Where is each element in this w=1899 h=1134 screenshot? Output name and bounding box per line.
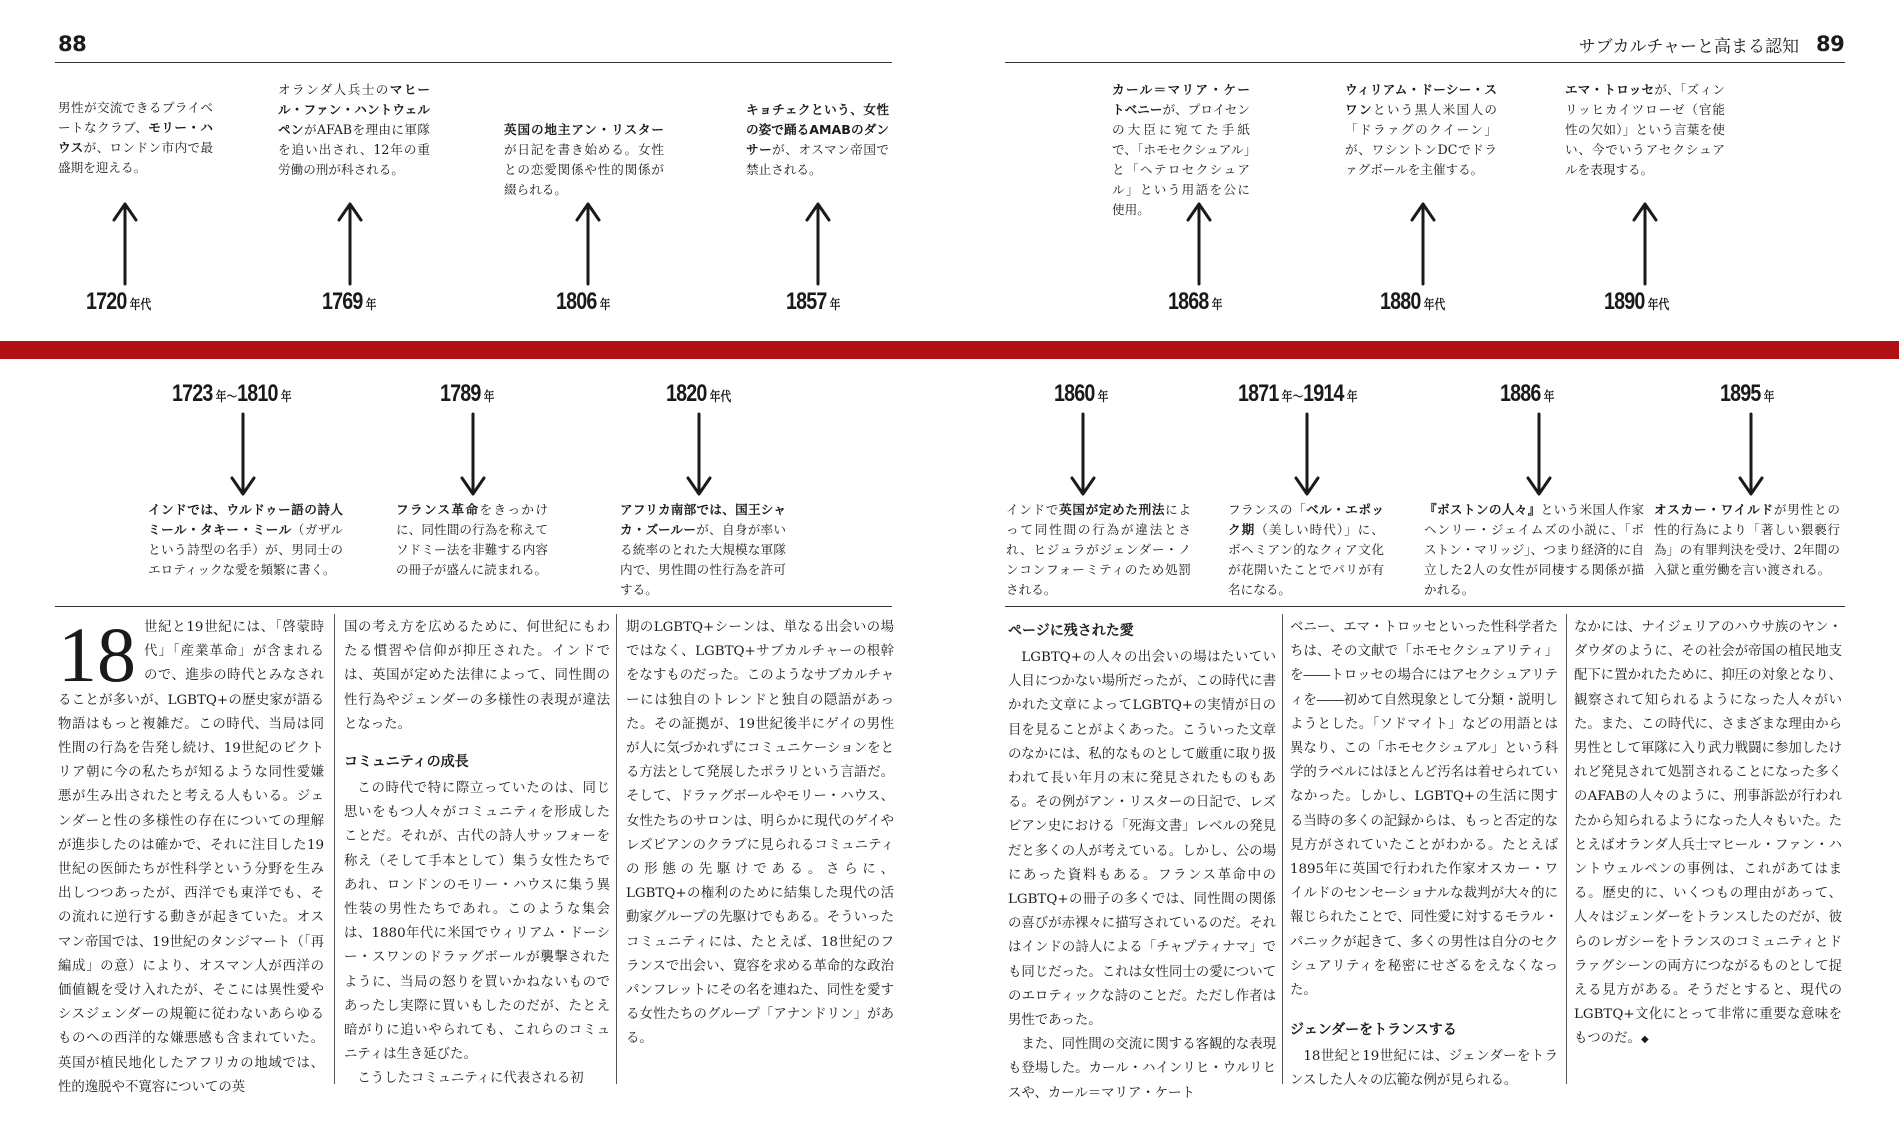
year-label: 1789 年 — [440, 380, 495, 407]
event-1886: 『ボストンの人々』という米国人作家ヘンリー・ジェイムズの小説に、「ボストン・マリッジ」、つまり経済的に自立した2人の女性が同棲する関係が描かれる。 — [1424, 502, 1645, 597]
up-arrow-icon — [1408, 200, 1438, 286]
down-arrow-icon — [1736, 412, 1766, 498]
year-label: 1871 年～1914 年 — [1238, 380, 1358, 407]
down-arrow-icon — [458, 412, 488, 498]
down-arrow-icon — [684, 412, 714, 498]
down-arrow-icon — [1068, 412, 1098, 498]
event-1857: キョチェクという、女性の姿で踊るAMABのダンサーが、オスマン帝国で禁止される。 — [746, 102, 889, 177]
event-1720: 男性が交流できるプライベートなクラブ、モリー・ハウスが、ロンドン市内で最盛期を迎える。 — [58, 100, 214, 175]
section-heading: ページに残された愛 — [1008, 623, 1134, 639]
year-label: 1723 年～1810 年 — [172, 380, 292, 407]
year-label: 1895 年 — [1720, 380, 1775, 407]
down-arrow-icon — [228, 412, 258, 498]
section-heading: ジェンダーをトランスする — [1290, 1022, 1457, 1039]
end-mark: ◆ — [1640, 1034, 1649, 1046]
event-1789: フランス革命をきっかけに、同性間の行為を称えてソドミー法を非難する内容の冊子が盛んに読まれる。 — [396, 502, 549, 577]
up-arrow-icon — [573, 200, 603, 286]
up-arrow-icon — [803, 200, 833, 286]
column-divider — [1282, 614, 1283, 1084]
up-arrow-icon — [335, 200, 365, 286]
header-rule-right — [1005, 62, 1845, 63]
column-divider — [616, 614, 617, 1084]
event-1895: オスカー・ワイルドが男性との性的行為により「著しい猥褻行為」の有罪判決を受け、2年間の入獄と重労働を言い渡される。 — [1654, 502, 1841, 577]
down-arrow-icon — [1292, 412, 1322, 498]
year-label: 1860 年 — [1054, 380, 1109, 407]
event-1871-1914: フランスの「ベル・エポック期（美しい時代）」に、ボヘミアン的なクィア文化が花開いたことでパリが有名になる。 — [1228, 502, 1385, 597]
year-label: 1769 年 — [322, 288, 377, 315]
body-column-2: 国の考え方を広めるために、何世紀にもわたる慣習や信仰が抑圧された。インドでは、英国が定めた法律によって、同性間の性行為やジェンダーの多様性の表現が違法となった。 コミュニティの成長 この時代で特に際立っていたのは、同じ思いをもつ人々がコミュニティを形成したことだ。それが、古代の詩人サッフォーを称え（そして手本として）集う女性たちであれ、ロンドンのモリー・ハウスに集う異性装の男性たちであれ。このような集会は、1880年代に米国でウィリアム・ドーシー・スワンのドラァグボールが襲撃されたように、当局の怒りを買いかねないものであったし実際に買いもしたのだが、たとえ暗がりに追いやられても、これらのコミュニティは生き延びた。 こうしたコミュニティに代表される初 — [344, 620, 610, 1087]
body-column-3: 期のLGBTQ+シーンは、単なる出会いの場ではなく、LGBTQ+サブカルチャーの根幹をなすものだった。このようなサブカルチャーには独自のトレンドと独自の隠語があった。その証拠が、19世紀後半にゲイの男性が人に気づかれずにコミュニケーションをとる方法として発展したポラリという言語だ。そして、ドラァグボールやモリー・ハウス、女性たちのサロンは、明らかに現代のゲイやレズビアンのクラブに見られるコミュニティの形態の先駆けである。さらに、LGBTQ+の権利のために結集した現代の活動家グループの先駆けでもある。そういったコミュニティには、たとえば、18世紀のフランスで出会い、寛容を求める革命的な政治パンフレットにその名を連ねた、同性を愛する女性たちのグループ「アナンドリン」がある。 — [626, 620, 894, 1047]
event-1769: オランダ人兵士のマヒール・ファン・ハントウェルペンがAFABを理由に軍隊を追い出され、12年の重労働の刑が科される。 — [278, 82, 430, 177]
body-column-5: ベニー、エマ・トロッセといった性科学者たちは、その文献で「ホモセクシュアリティ」を――トロッセの場合にはアセクシュアリティを――初めて自然現象として分類・説明しようとした。「ソドマイト」などの用語とは異なり、この「ホモセクシュアル」という科学的ラベルにはほとんど汚名は着せられていなかった。しかし、LGBTQ+の生活に関する当時の多くの記録からは、もっと否定的な見方がされていたことがわかる。たとえば1895年に英国で行われた作家オスカー・ワイルドのセンセーショナルな裁判が大々的に報じられたことで、同性愛に対するモラル・パニックが起きて、多くの男性は自分のセクシュアリティを秘密にせざるをえなくなった。 ジェンダーをトランスする 18世紀と19世紀には、ジェンダーをトランスした人々の広範な例が見られる。 — [1290, 620, 1558, 1089]
up-arrow-icon — [110, 200, 140, 286]
event-1723-1810: インドでは、ウルドゥー語の詩人ミール・タキー・ミール（ガザルという詩型の名手）が、男同士のエロティックな愛を頻繁に書く。 — [148, 502, 343, 577]
section-heading: コミュニティの成長 — [344, 754, 469, 771]
year-label: 1720 年代 — [86, 288, 152, 315]
event-1806: 英国の地主アン・リスターが日記を書き始める。女性との恋愛関係や性的関係が綴られる。 — [504, 122, 664, 197]
body-rule-right — [1005, 606, 1845, 607]
drop-cap: 18 — [58, 611, 136, 698]
running-head: サブカルチャーと高まる認知 — [1578, 37, 1799, 57]
event-1820: アフリカ南部では、国王シャカ・ズールーが、自身が率いる統率のとれた大規模な軍隊内で、男性間の性行為を許可する。 — [620, 502, 787, 597]
event-1880: ウィリアム・ドーシー・スワンという黒人米国人の「ドラァグのクイーン」が、ワシントンDCでドラァグボールを主催する。 — [1345, 82, 1498, 177]
year-label: 1820 年代 — [666, 380, 732, 407]
event-1890: エマ・トロッセが、「ズィンリッヒカイツローゼ（官能性の欠如）」という言葉を使い、今でいうアセクシュアルを表現する。 — [1565, 82, 1726, 177]
body-column-4: ページに残された愛 LGBTQ+の人々の出会いの場はたいてい人目につかない場所だったが、この時代に書かれた文章によってLGBTQ+の実情が日の目を見ることがよくあった。こういった文章のなかには、私的なものとして厳重に取り扱われて長い年月の末に発見されたものもある。その例がアン・リスターの日記で、レズビアン史における「死海文書」レベルの発見だと多くの人が考えている。しかし、公の場にあった資料もある。フランス革命中のLGBTQ+の冊子の多くでは、同性間の関係の喜びが赤裸々に描写されているのだ。それはインドの詩人による「チャプティナマ」でも同じだった。これは女性同士の愛についてのエロティックな詩のことだ。ただし作者は男性であった。 また、同性間の交流に関する客観的な表現も登場した。カール・ハインリヒ・ウルリヒスや、カール＝マリア・ケート — [1008, 616, 1276, 1106]
year-label: 1806 年 — [556, 288, 611, 315]
left-page-number: 88 — [58, 32, 87, 56]
body-column-1: 18 世紀と19世紀には、「啓蒙時代」「産業革命」が含まれるので、進歩の時代とみなされることが多いが、LGBTQ+の歴史家が語る物語はもっと複雑だ。この時代、当局は同性間の行為を告発し続け、19世紀のビクトリア朝に今の私たちが知るような同性愛嫌悪が生み出されたと考える人もいる。ジェンダーと性の多様性の存在についての理解が進歩したのは確かで、それに注目した19世紀の医師たちが性科学という分野を生み出しつつあったが、西洋でも東洋でも、その流れに逆行する動きが起きていた。オスマン帝国では、19世紀のタンジマート（「再編成」の意）により、オスマン人が西洋の価値観を受け入れたが、そこには異性愛やシスジェンダーの規範に従わないあらゆるものへの西洋的な嫌悪感も含まれていた。英国が植民地化したアフリカの地域では、性的逸脱や不寛容についての英 — [58, 611, 324, 1095]
body-rule-left — [55, 606, 892, 607]
year-label: 1890 年代 — [1604, 288, 1670, 315]
year-label: 1880 年代 — [1380, 288, 1446, 315]
up-arrow-icon — [1630, 200, 1660, 286]
down-arrow-icon — [1524, 412, 1554, 498]
column-divider — [334, 614, 335, 1084]
up-arrow-icon — [1184, 200, 1214, 286]
year-label: 1886 年 — [1500, 380, 1555, 407]
body-column-6: なかには、ナイジェリアのハウサ族のヤン・ダウダのように、その社会が帝国の植民地支配下に置かれたために、抑圧の対象となり、観察されて知られるようになった人々がいた。また、この時代に、さまざまな理由から男性として軍隊に入り武力戦闘に参加したけれど発見されて処罰されることになった多くのAFABの人々のように、刑事訴訟が行われたから知られるようになった人々もいた。たとえばオランダ人兵士マヒール・ファン・ハントウェルペンの事例は、これがあてはまる。歴史的に、いくつもの理由があって、人々はジェンダーをトランスしたのだが、彼らのレガシーをトランスのコミュニティとドラァグシーンの両方につながるものとして捉える見方がある。そうだとすると、現代のLGBTQ+文化にとって非常に重要な意味をもつのだ。◆ — [1574, 620, 1842, 1047]
event-1868: カール＝マリア・ケートベニーが、プロイセンの大臣に宛てた手紙で、「ホモセクシュアル」と「ヘテロセクシュアル」という用語を公に使用。 — [1112, 82, 1251, 217]
year-label: 1868 年 — [1168, 288, 1223, 315]
year-label: 1857 年 — [786, 288, 841, 315]
timeline-band — [0, 341, 1899, 359]
header-rule-left — [55, 62, 892, 63]
right-page-number: 89 — [1816, 32, 1845, 56]
column-divider — [1566, 614, 1567, 1084]
event-1860: インドで英国が定めた刑法によって同性間の行為が違法とされ、ヒジュラがジェンダー・ノンコンフォーミティのため処罰される。 — [1006, 502, 1192, 597]
